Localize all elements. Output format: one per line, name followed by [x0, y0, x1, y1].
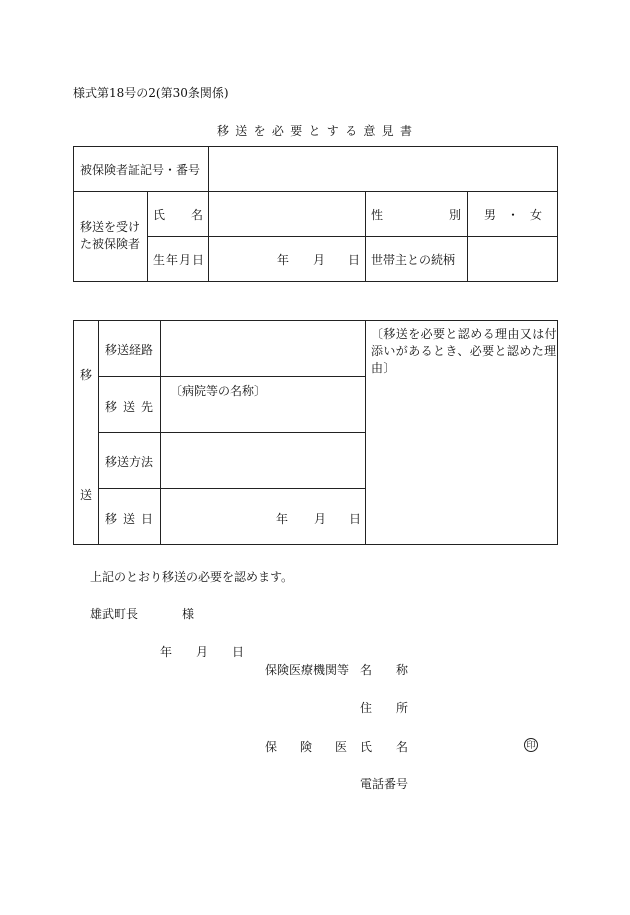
destination-field[interactable]: [161, 377, 364, 431]
method-label: 移送方法: [105, 455, 154, 469]
gender-female[interactable]: 女: [529, 208, 542, 222]
sign-date-year: 年: [160, 645, 173, 659]
side-label-bottom: 送: [79, 488, 92, 502]
title-char: 書: [399, 124, 412, 138]
route-field[interactable]: [161, 321, 364, 375]
destination-hint: 〔病院等の名称〕: [170, 384, 267, 398]
transport-date-label: 移 送 日: [105, 512, 153, 526]
dob-day: 日: [348, 253, 361, 267]
method-field[interactable]: [161, 433, 364, 487]
address-label: 住 所: [360, 701, 408, 715]
statement: 上記のとおり移送の必要を認めます。: [90, 570, 294, 584]
insurance-id-label: 被保険者証記号・番号: [80, 163, 201, 177]
dob-month: 月: [313, 253, 326, 267]
title-char: 意: [363, 124, 376, 138]
title-char: 必: [271, 124, 284, 138]
side-label-top: 移: [79, 368, 92, 382]
gender-male[interactable]: 男: [484, 208, 497, 222]
dob-field[interactable]: [209, 237, 364, 281]
gender-options[interactable]: [484, 206, 542, 223]
title-char: 要: [290, 124, 303, 138]
insured-label-line: た被保険者: [80, 237, 141, 251]
honorific: 様: [182, 607, 195, 621]
transport-month: 月: [314, 512, 327, 526]
sign-date-month: 月: [196, 645, 209, 659]
route-label: 移送経路: [105, 343, 154, 357]
title-char: 移: [217, 124, 230, 138]
destination-label: 移 送 先: [105, 400, 153, 414]
seal-mark: 印: [524, 738, 538, 752]
title-char: す: [326, 124, 339, 138]
dob-label: 生年月日: [153, 253, 206, 267]
dob-year: 年: [277, 253, 290, 267]
gender-label: 性 別: [371, 208, 461, 222]
transport-year: 年: [276, 512, 289, 526]
transport-day: 日: [349, 512, 362, 526]
gender-separator: ・: [506, 208, 519, 222]
doctor-label: 保 険 医: [265, 740, 347, 754]
form-number: 様式第18号の2(第30条関係): [73, 86, 229, 100]
insured-label: [80, 219, 140, 253]
reason-text: 〔移送を必要と認める理由又は付 添いがあるとき、必要と認めた理 由〕: [371, 327, 558, 375]
addressee: 雄武町長: [90, 607, 139, 621]
title-char: 送: [235, 124, 248, 138]
phone-label: 電話番号: [360, 777, 409, 791]
institution-name-label: 名 称: [360, 663, 408, 677]
relation-label: 世帯主との続柄: [371, 253, 456, 267]
institution-label: 保険医療機関等: [265, 663, 350, 677]
title-char: を: [253, 124, 266, 138]
insurance-id-field[interactable]: [209, 147, 557, 190]
name-label: 氏 名: [153, 208, 203, 222]
relation-field[interactable]: [468, 237, 557, 281]
title-char: と: [308, 124, 321, 138]
title-char: 見: [381, 124, 394, 138]
reason-field[interactable]: [366, 321, 557, 544]
form-title: [217, 122, 412, 139]
insured-label-line: 移送を受け: [80, 220, 141, 234]
transport-date-field[interactable]: [161, 489, 364, 544]
sign-date-day: 日: [232, 645, 245, 659]
title-char: る: [345, 124, 358, 138]
doctor-name-label: 氏 名: [360, 740, 408, 754]
name-field[interactable]: [209, 192, 364, 235]
